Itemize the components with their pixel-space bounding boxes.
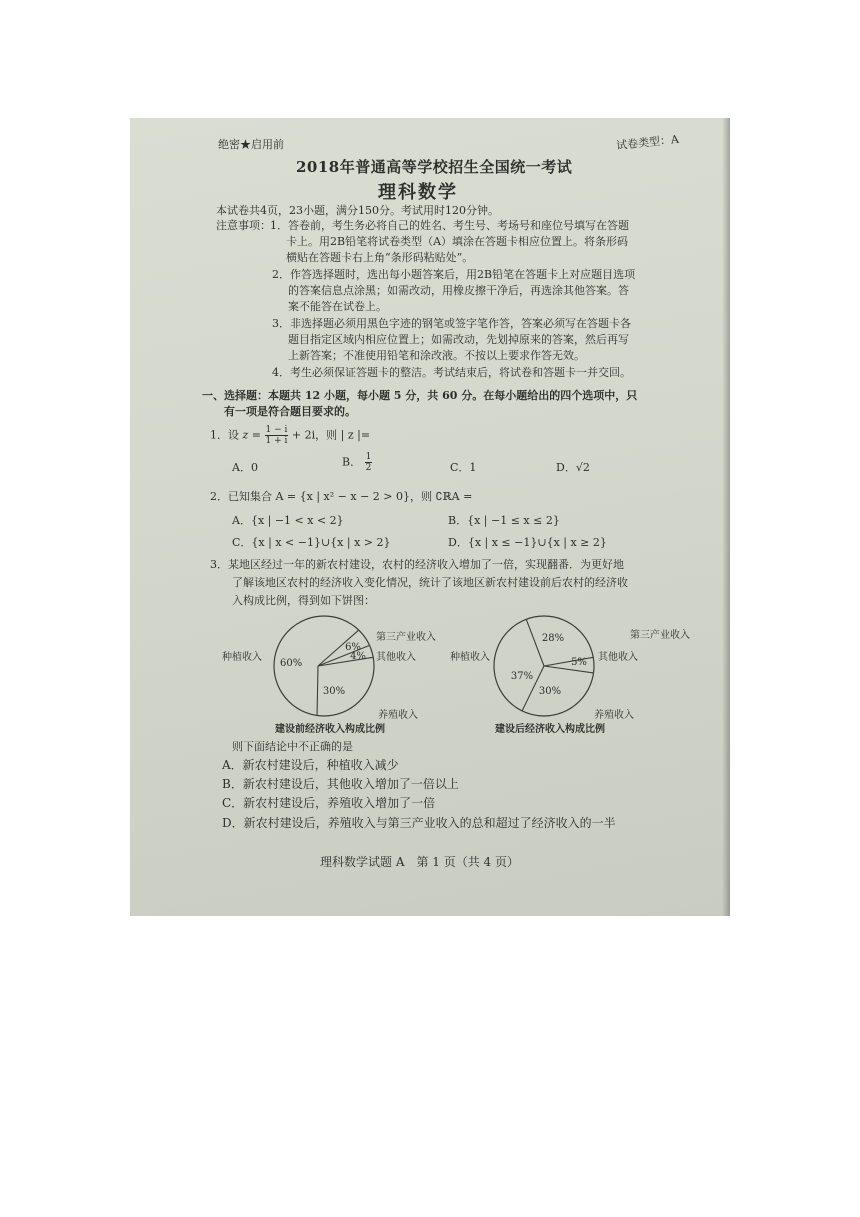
notice-3-line-2: 题目指定区域内相应位置上；如需改动，先划掉原来的答案，然后再写 [288,333,629,346]
pie-category-label: 第三产业收入 [630,630,690,641]
question-3-prompt: 则下面结论中不正确的是 [232,740,353,753]
exam-title: 2018年普通高等学校招生全国统一考试 [296,158,573,176]
q1-suffix: + 2i，则 | z |= [291,428,371,442]
q1-option-d: D．√2 [556,461,590,474]
pie-category-label: 养殖收入 [594,710,634,721]
q3-option-b: B．新农村建设后，其他收入增加了一倍以上 [222,777,459,791]
notice-2-line-3: 案不能答在试卷上。 [288,300,387,313]
notice-1-line-2: 卡上。用2B铅笔将试卷类型（A）填涂在答题卡相应位置上。将条形码 [286,235,629,248]
pie-category-label: 种植收入 [450,652,490,663]
notice-1-line-1: 1．答卷前，考生务必将自己的姓名、考生号、考场号和座位号填写在答题 [270,219,629,232]
q3-option-d: D．新农村建设后，养殖收入与第三产业收入的总和超过了经济收入的一半 [222,816,616,830]
q1-option-b [342,452,372,473]
question-3-line-2: 了解该地区农村的经济收入变化情况，统计了该地区新农村建设前后农村的经济收 [232,576,628,589]
pie-category-label: 养殖收入 [378,710,418,721]
intro-text: 本试卷共4页，23小题，满分150分。考试用时120分钟。 [216,204,499,217]
pie-chart-title: 建设后经济收入构成比例 [495,724,605,735]
pie-slice-value: 37% [510,671,534,682]
q1-option-b-fraction [365,452,373,473]
notice-2-line-2: 的答案信息点涂黑；如需改动，用橡皮擦干净后，再选涂其他答案。答 [288,284,629,297]
q1-option-b-num: 1 [365,452,372,462]
notice-2-line-1: 2．作答选择题时，选出每小题答案后，用2B铅笔在答题卡上对应题目选项 [272,268,636,281]
q1-option-b-label: B． [342,455,362,469]
q3-option-a: A．新农村建设后，种植收入减少 [222,758,399,772]
secret-label: 绝密★启用前 [218,138,284,151]
pie-slice-value: 4% [350,651,366,662]
q1-fraction-den: 1 + i [265,436,288,446]
pie-chart-after [450,616,690,735]
section-1-heading: 一、选择题：本题共 12 小题，每小题 5 分，共 60 分。在每小题给出的四个选项中，只 [202,389,638,402]
pie-slice-value: 5% [571,657,587,668]
pie-category-label: 第三产业收入 [376,632,436,643]
q1-option-a: A．0 [232,461,258,474]
pie-category-label: 其他收入 [376,652,416,663]
q2-option-a: A．{x | −1 < x < 2} [232,514,344,527]
subject-title: 理科数学 [378,182,458,203]
q1-option-c: C．1 [450,461,477,474]
q1-prefix: 1．设 [210,428,239,442]
section-1-heading-cont: 有一项是符合题目要求的。 [224,405,356,418]
notice-3-line-3: 上新答案；不准使用铅笔和涂改液。不按以上要求作答无效。 [288,349,585,362]
pie-slice-boundary [317,666,318,716]
pie-slice-value: 28% [541,633,565,644]
question-3-line-1: 3．某地区经过一年的新农村建设，农村的经济收入增加了一倍，实现翻番．为更好地 [210,558,624,571]
paper-type-label: 试卷类型：A [615,132,680,153]
pie-slice-value: 30% [538,686,562,697]
q3-option-c: C．新农村建设后，养殖收入增加了一倍 [222,796,436,810]
question-2-stem: 2．已知集合 A = {x | x² − x − 2 > 0}，则 ∁ℝA = [210,490,473,503]
pie-chart-before [222,616,436,735]
pie-slice-value: 30% [322,686,346,697]
pie-chart-title: 建设前经济收入构成比例 [275,724,385,735]
question-1-stem [210,425,370,446]
q1-z: z = [242,428,262,442]
q1-fraction [265,425,289,446]
question-3-line-3: 入构成比例，得到如下饼图： [232,594,375,607]
notice-4-line-1: 4．考生必须保证答题卡的整洁。考试结束后，将试卷和答题卡一并交回。 [272,366,631,379]
q2-option-c: C．{x | x < −1}∪{x | x > 2} [232,536,391,549]
q1-fraction-num: 1 − i [265,425,288,435]
q2-option-b: B．{x | −1 ≤ x ≤ 2} [448,514,560,527]
notice-1-line-3: 横贴在答题卡右上角“条形码粘贴处”。 [286,251,474,264]
notice-3-line-1: 3．非选择题必须用黑色字迹的钢笔或签字笔作答，答案必须写在答题卡各 [272,317,631,330]
q1-option-b-den: 2 [365,463,372,473]
pie-charts [220,610,690,740]
page-footer: 理科数学试题 A 第 1 页（共 4 页） [320,855,520,869]
pie-slice-value: 60% [280,658,303,669]
pie-category-label: 其他收入 [598,652,638,663]
pie-slice-value: 6% [345,642,361,653]
q2-option-d: D．{x | x ≤ −1}∪{x | x ≥ 2} [448,536,607,549]
exam-page-photo [130,118,730,916]
notice-label: 注意事项： [216,219,271,232]
pie-category-label: 种植收入 [222,652,262,663]
